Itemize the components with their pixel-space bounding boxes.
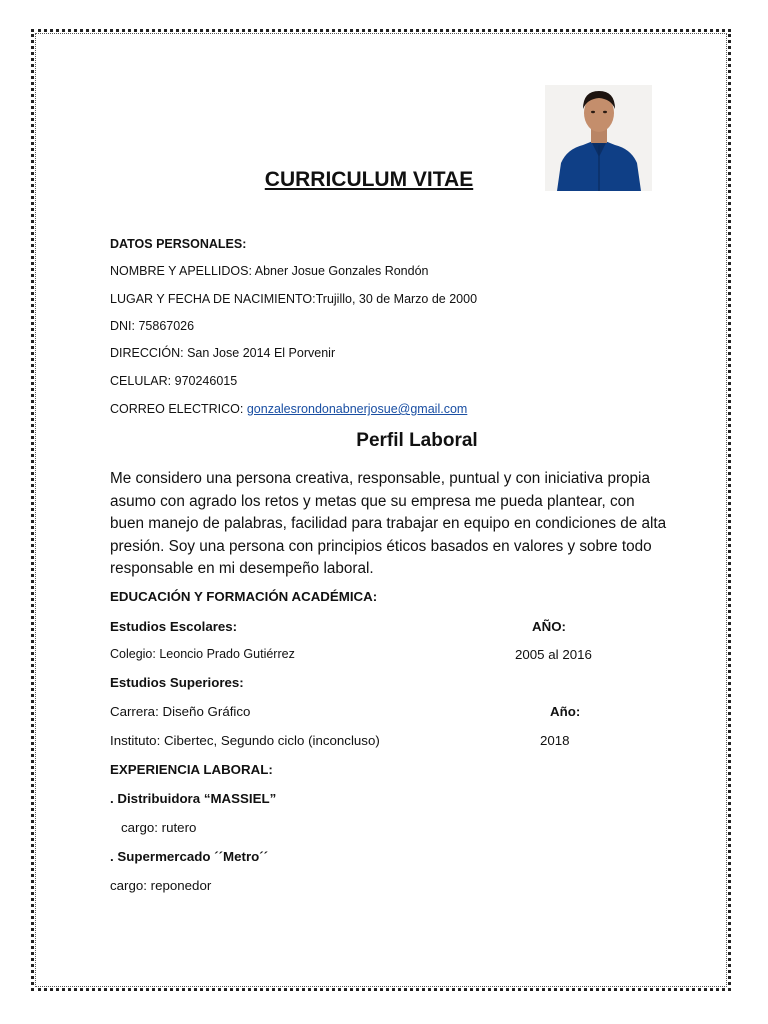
job1-title: . Distribuidora “MASSIEL” [110, 791, 277, 806]
experience-heading: EXPERIENCIA LABORAL: [110, 762, 273, 777]
address-line [110, 346, 335, 360]
institute-value: Instituto: Cibertec, Segundo ciclo (inconcluso) [110, 733, 380, 748]
job1-role: cargo: rutero [121, 820, 197, 835]
profile-text: Me considero una persona creativa, responsable, puntual y con iniciativa propia asumo con agrado los retos y metas que su empresa me pueda plantear, con buen manejo de palabras, facilidad para trabajar en equipo en condiciones de alta presión. Soy una persona con principios éticos basados en valores y sobre todo responsable en mi desempeño laboral. [110, 470, 667, 578]
name-label: NOMBRE Y APELLIDOS: [110, 264, 252, 278]
email-link[interactable]: gonzalesrondonabnerjosue@gmail.com [246, 402, 468, 416]
school-years: 2005 al 2016 [515, 647, 592, 662]
dni-label: DNI: [110, 319, 135, 333]
school-label: Estudios Escolares: [110, 619, 238, 634]
phone-label: CELULAR: [110, 374, 172, 388]
higher-label: Estudios Superiores: [110, 675, 244, 690]
career-value: Carrera: Diseño Gráfico [110, 704, 251, 719]
personal-heading: DATOS PERSONALES: [110, 237, 247, 251]
dni-line [110, 319, 194, 333]
birth-value: Trujillo, 30 de Marzo de 2000 [315, 292, 478, 306]
year-label: Año: [550, 704, 581, 719]
institute-year: 2018 [540, 733, 570, 748]
email-line [110, 402, 467, 416]
birth-label: LUGAR Y FECHA DE NACIMIENTO: [110, 292, 316, 306]
address-label: DIRECCIÓN: [110, 346, 184, 360]
year-label-upper: AÑO: [532, 619, 566, 634]
email-label: CORREO ELECTRICO: [110, 402, 244, 416]
job2-title: . Supermercado ´´Metro´´ [110, 849, 269, 864]
document-title: CURRICULUM VITAE [264, 168, 474, 191]
phone-value: 970246015 [171, 374, 238, 388]
education-heading: EDUCACIÓN Y FORMACIÓN ACADÉMICA: [110, 589, 378, 604]
name-line [110, 264, 428, 278]
name-value: Abner Josue Gonzales Rondón [251, 264, 429, 278]
phone-line [110, 374, 237, 388]
address-value: San Jose 2014 El Porvenir [183, 346, 336, 360]
school-value: Colegio: Leoncio Prado Gutiérrez [110, 647, 295, 661]
birth-line [110, 292, 477, 306]
dni-value: 75867026 [135, 319, 195, 333]
job2-role: cargo: reponedor [110, 878, 212, 893]
profile-heading: Perfil Laboral [356, 430, 478, 451]
